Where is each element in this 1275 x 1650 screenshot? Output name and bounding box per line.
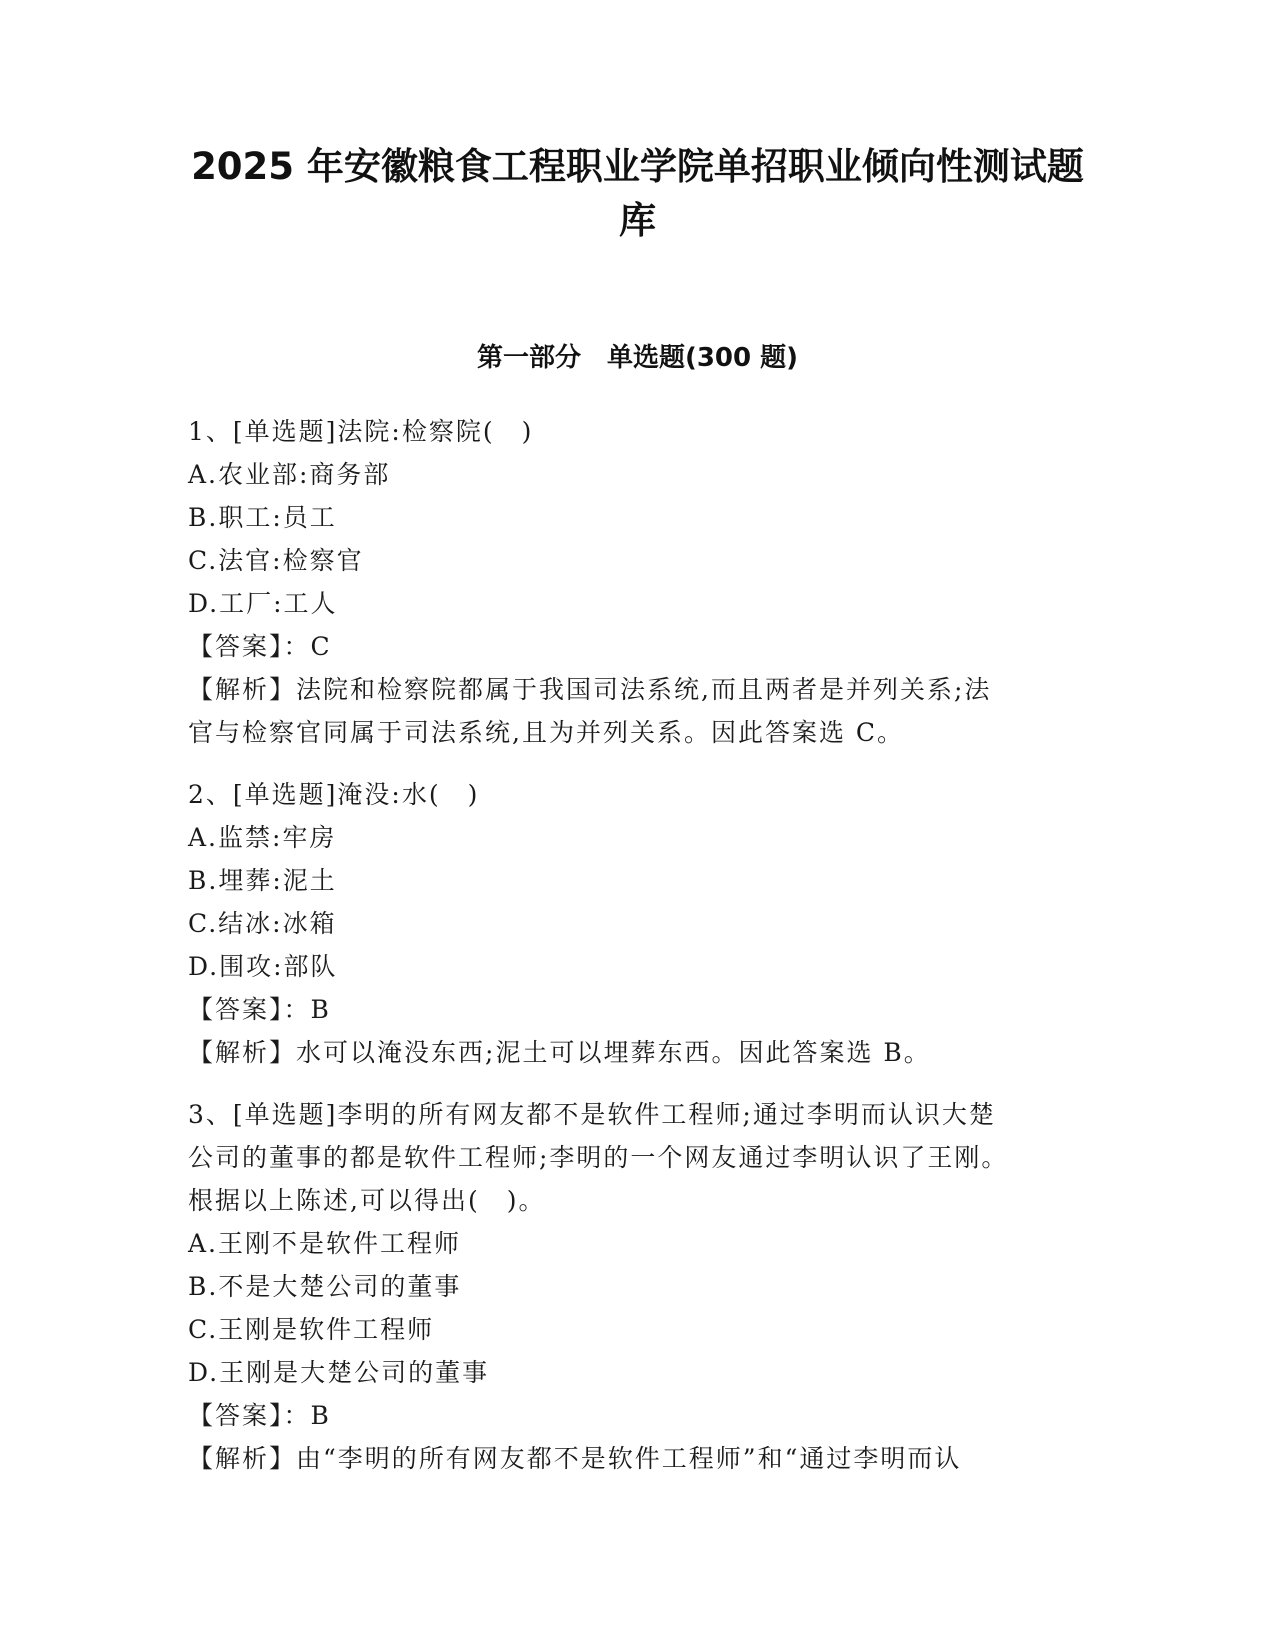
section-heading: 第一部分 单选题(300 题) (476, 343, 799, 373)
answer-line (188, 1394, 1063, 1437)
analysis-text: 法院和检察院都属于我国司法系统,而且两者是并列关系;法 (296, 675, 992, 704)
question-1 (188, 410, 1063, 754)
question-stem: 1、[单选题]法院:检察院( ) (188, 417, 534, 446)
option-d: D.围攻:部队 (188, 952, 338, 981)
answer-value: ：C (283, 632, 332, 661)
question-stem: 3、[单选题]李明的所有网友都不是软件工程师;通过李明而认识大楚 (188, 1100, 996, 1129)
answer-label: 【答案】 (188, 632, 284, 661)
option-c: C.王刚是软件工程师 (188, 1315, 435, 1344)
analysis-text: 由“李明的所有网友都不是软件工程师”和“通过李明而认 (296, 1444, 962, 1473)
analysis-label: 【解析】 (188, 1444, 297, 1473)
question-3 (188, 1093, 1063, 1480)
answer-line (188, 625, 1063, 668)
option-c: C.法官:检察官 (188, 546, 364, 575)
option-b: B.不是大楚公司的董事 (188, 1272, 462, 1301)
question-stem-continuation: 公司的董事的都是软件工程师;李明的一个网友通过李明认识了王刚。 (188, 1143, 1009, 1172)
option-b: B.埋葬:泥土 (188, 866, 337, 895)
page-title (150, 140, 1125, 248)
answer-value: ：B (283, 1401, 331, 1430)
answer-value: ：B (283, 995, 331, 1024)
question-stem-continuation: 根据以上陈述,可以得出( )。 (188, 1186, 546, 1215)
option-d: D.王刚是大楚公司的董事 (188, 1358, 490, 1387)
analysis-line (188, 1031, 1063, 1074)
analysis-label: 【解析】 (188, 1038, 297, 1067)
option-a: A.监禁:牢房 (188, 823, 337, 852)
answer-label: 【答案】 (188, 995, 284, 1024)
analysis-line (188, 1437, 1063, 1480)
question-stem: 2、[单选题]淹没:水( ) (188, 780, 480, 809)
page-title-line-2: 库 (619, 199, 656, 242)
analysis-text: 水可以淹没东西;泥土可以埋葬东西。因此答案选 B。 (296, 1038, 931, 1067)
option-b: B.职工:员工 (188, 503, 337, 532)
analysis-label: 【解析】 (188, 675, 297, 704)
option-a: A.王刚不是软件工程师 (188, 1229, 462, 1258)
analysis-line (188, 668, 1063, 711)
option-c: C.结冰:冰箱 (188, 909, 337, 938)
option-d: D.工厂:工人 (188, 589, 338, 618)
page-title-line-1: 2025 年安徽粮食工程职业学院单招职业倾向性测试题 (191, 145, 1084, 188)
question-list (188, 410, 1063, 1499)
question-2 (188, 773, 1063, 1074)
answer-line (188, 988, 1063, 1031)
option-a: A.农业部:商务部 (188, 460, 391, 489)
answer-label: 【答案】 (188, 1401, 284, 1430)
analysis-continuation: 官与检察官同属于司法系统,且为并列关系。因此答案选 C。 (188, 718, 905, 747)
